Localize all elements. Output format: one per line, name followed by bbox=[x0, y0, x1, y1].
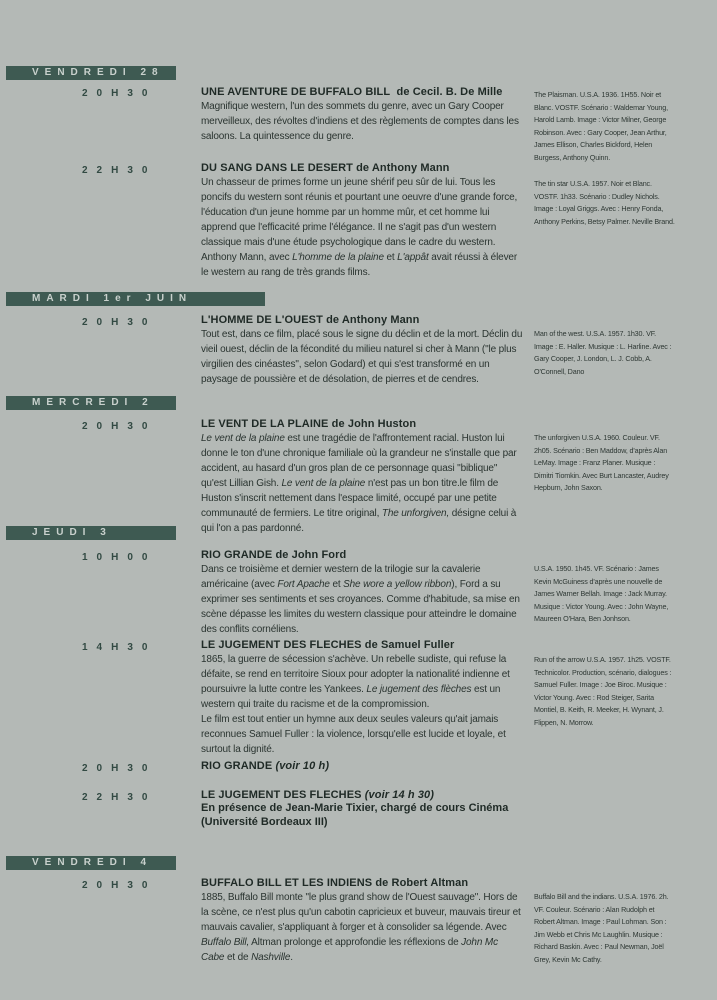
film-credits: U.S.A. 1950. 1h45. VF. Scénario : James Kevin McGuiness d'après une nouvelle de James Warner Bellah. Image : Jack Murray. Musique : Victor Young. Avec : John Wayne, Maureen O'Hara, Ben Jonhson. bbox=[534, 564, 669, 623]
film-title-text: BUFFALO BILL ET LES INDIENS bbox=[201, 877, 373, 889]
screening-time: 22H30 bbox=[82, 792, 157, 803]
screening-time: 20H30 bbox=[82, 88, 157, 99]
film-credits: The Plaisman. U.S.A. 1936. 1H55. Noir et Blanc. VOSTF. Scénario : Waldemar Young, Harold Lamb. Image : Victor Milner, George Robinson. Avec : Gary Cooper, Jean Arthur, James Ellison, Charles Bickford, Helen Burgess, Anthony Quinn. bbox=[534, 90, 668, 162]
film-entry bbox=[201, 162, 523, 280]
film-title bbox=[201, 789, 523, 801]
film-title-text: LE JUGEMENT DES FLECHES bbox=[201, 789, 362, 801]
film-entry bbox=[201, 789, 523, 829]
film-description: Magnifique western, l'un des sommets du genre, avec un Gary Cooper merveilleux, des révoltes d'indiens et des règlements de comptes dans les saloons. La quintessence du genre. bbox=[201, 101, 519, 142]
day-header-mardi-1-juin: MARDI 1er JUIN bbox=[6, 292, 265, 306]
film-description: Tout est, dans ce film, placé sous le signe du déclin et de la mort. Déclin du vieil ouest, déclin de la fécondité du milieu naturel si cher à Mann ("le plus virgilien des cinéastes", selon Godard) et qui s'est transformé en un paysage de poussière et de désolation, de pierres et de cendres. bbox=[201, 329, 523, 385]
film-director: de Robert Altman bbox=[375, 877, 469, 889]
film-credits: Man of the west. U.S.A. 1957. 1h30. VF. Image : E. Haller. Musique : L. Harline. Avec : Gary Cooper, J. London, L. J. Cobb, A. O'Connell, Dano bbox=[534, 329, 672, 376]
film-entry bbox=[201, 86, 523, 144]
film-description: 1885, Buffalo Bill monte "le plus grand show de l'Ouest sauvage". Hors de la scène, ce n'est plus qu'un cabotin capricieux et buveur, mauvais tireur et mauvais cavalier, s'appliquant à forger et à consolider sa légende. Avec Buffalo Bill, Altman prolonge et approfondie les réflexions de John Mc Cabe et de Nashville. bbox=[201, 892, 521, 963]
film-title-text: LE JUGEMENT DES FLECHES bbox=[201, 639, 362, 651]
film-title bbox=[201, 877, 523, 889]
film-title-text: RIO GRANDE bbox=[201, 549, 273, 561]
film-entry bbox=[201, 877, 523, 965]
film-title bbox=[201, 418, 523, 430]
film-credits: Buffalo Bill and the indians. U.S.A. 1976. 2h. VF. Couleur. Scénario : Alan Rudolph et Robert Altman. Image : Paul Lohman. Son : Jim Webb et Chris Mc Laughlin. Musique : Richard Baskin. Avec : Paul Newman, Joël Grey, Kevin Mc Cathy. bbox=[534, 892, 669, 964]
film-credits: The tin star U.S.A. 1957. Noir et Blanc. VOSTF. 1h33. Scénario : Dudley Nichols. Image : Loyal Griggs. Avec : Henry Fonda, Anthony Perkins, Betsy Palmer. Neville Brand. bbox=[534, 179, 675, 226]
film-note: (voir 10 h) bbox=[275, 760, 330, 772]
film-title-text: RIO GRANDE bbox=[201, 760, 273, 772]
film-title bbox=[201, 760, 523, 772]
film-title bbox=[201, 549, 523, 561]
film-title bbox=[201, 314, 523, 326]
film-director: de John Huston bbox=[331, 418, 417, 430]
day-header-vendredi-4: VENDREDI 4 bbox=[6, 856, 176, 870]
day-header-vendredi-28: VENDREDI 28 bbox=[6, 66, 176, 80]
film-guest-note: En présence de Jean-Marie Tixier, chargé de cours Cinéma (Université Bordeaux III) bbox=[201, 802, 509, 828]
screening-time: 10H00 bbox=[82, 552, 157, 563]
film-director: de Anthony Mann bbox=[356, 162, 450, 174]
film-credits: The unforgiven U.S.A. 1960. Couleur. VF. 2h05. Scénario : Ben Maddow, d'après Alan LeMay. Image : Franz Planer. Musique : Dimitri Tiomkin. Avec Burt Lancaster, Audrey Hepburn, John Saxon. bbox=[534, 433, 669, 492]
screening-time: 20H30 bbox=[82, 763, 157, 774]
film-entry bbox=[201, 549, 523, 637]
screening-time: 20H30 bbox=[82, 421, 157, 432]
screening-time: 14H30 bbox=[82, 642, 157, 653]
film-title-text: DU SANG DANS LE DESERT bbox=[201, 162, 353, 174]
screening-time: 20H30 bbox=[82, 317, 157, 328]
film-entry bbox=[201, 314, 523, 387]
film-description: Dans ce troisième et dernier western de la trilogie sur la cavalerie américaine (avec Fort Apache et She wore a yellow ribbon), Ford a su exprimer ses sentiments et ses croyances. Comme d'habitude, sa mise en scène dépasse les limites du western classique pour atteindre le domaine des conflits cornéliens. bbox=[201, 564, 520, 635]
film-director: de Anthony Mann bbox=[326, 314, 420, 326]
film-title-text: UNE AVENTURE DE BUFFALO BILL bbox=[201, 86, 391, 98]
film-note: (voir 14 h 30) bbox=[364, 789, 435, 801]
film-description: Un chasseur de primes forme un jeune shérif peu sûr de lui. Tous les poncifs du western sont réunis et pourtant une oeuvre d'une grande force, l'éducation d'un jeune homme par un homme mûr, et cet homme lui apprend que l'efficacité prime l'élégance. Il ne s'agit pas d'un western classique mais d'une étude psychologique dans le cadre du western. Anthony Mann, avec L'homme de la plaine et L'appât avait réussi à élever le western au rang de très grands films. bbox=[201, 177, 518, 278]
film-director: de Cecil. B. De Mille bbox=[396, 86, 503, 98]
film-description: 1865, la guerre de sécession s'achève. Un rebelle sudiste, qui refuse la défaite, se rend en territoire Sioux pour adopter la nationalité indienne et poursuivre la lutte contre les Yankees. Le jugement des flèches est un western qui traite du racisme et de la compromission. Le film est tout entier un hymne aux deux seules valeurs qu'ait jamais reconnues Samuel Fuller : la violence, lorsqu'elle est lucide et loyale, et surtout la dignité. bbox=[201, 654, 510, 755]
screening-time: 20H30 bbox=[82, 880, 157, 891]
film-entry bbox=[201, 760, 523, 772]
film-title bbox=[201, 639, 523, 651]
day-header-jeudi-3: JEUDI 3 bbox=[6, 526, 176, 540]
film-credits: Run of the arrow U.S.A. 1957. 1h25. VOSTF. Technicolor. Production, scénario, dialogues : Samuel Fuller. Image : Joe Biroc. Musique : Victor Young. Avec : Rod Steiger, Sarita Montiel, B. Keith, R. Meeker, H. Wynant, J. Flippen, N. Morrow. bbox=[534, 655, 672, 727]
film-title bbox=[201, 86, 523, 98]
day-header-mercredi-2: MERCREDI 2 bbox=[6, 396, 176, 410]
film-director: de Samuel Fuller bbox=[364, 639, 455, 651]
screening-time: 22H30 bbox=[82, 165, 157, 176]
film-title bbox=[201, 162, 523, 174]
film-entry bbox=[201, 639, 523, 757]
film-title-text: LE VENT DE LA PLAINE bbox=[201, 418, 329, 430]
film-title-text: L'HOMME DE L'OUEST bbox=[201, 314, 323, 326]
film-director: de John Ford bbox=[275, 549, 347, 561]
film-entry bbox=[201, 418, 523, 536]
film-description: Le vent de la plaine est une tragédie de l'affrontement racial. Huston lui donne le ton d'une chronique familiale où la grandeur ne s'installe que par accident, au hasard d'un gros plan de ce personnage quasi "biblique" qu'est Lillian Gish. Le vent de la plaine n'est pas un bon titre.le film de Huston s'inscrit nettement dans l'espace limité, occupé par une petite communauté de fermiers. Le titre original, The unforgiven, désigne celui à qui l'on a pas pardonné. bbox=[201, 433, 517, 534]
